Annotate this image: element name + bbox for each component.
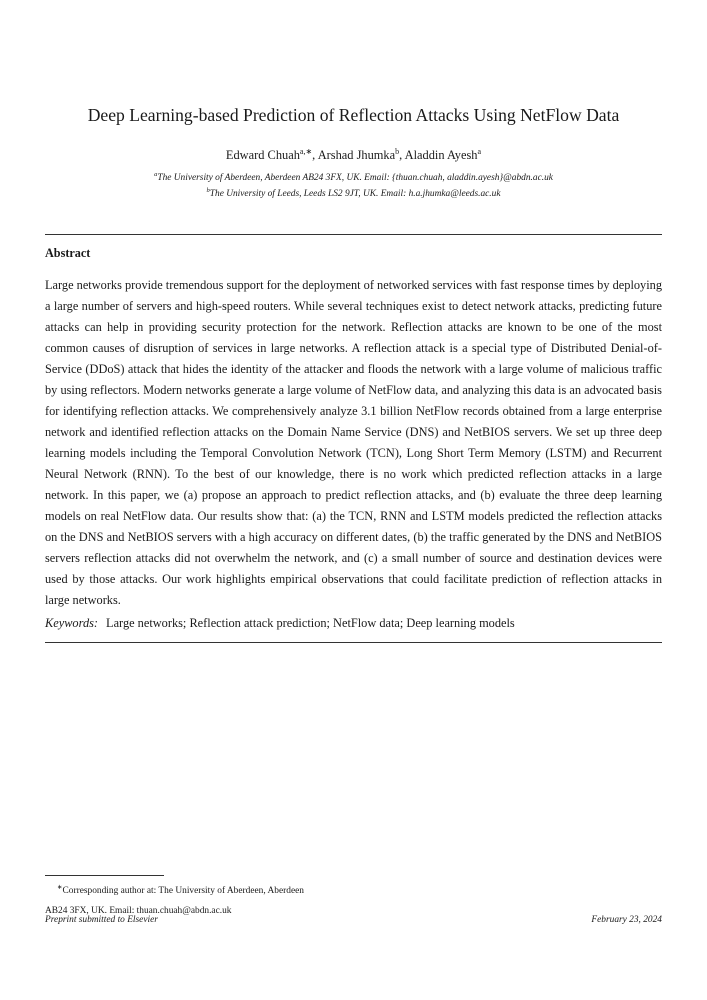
- affiliation-line: [0, 169, 707, 185]
- footnote-mark: ∗: [57, 884, 63, 891]
- author-affiliation-mark: a,∗: [299, 147, 313, 156]
- author-list: [0, 144, 707, 163]
- preprint-note: Preprint submitted to Elsevier: [45, 915, 158, 925]
- author-separator: ,: [312, 148, 318, 163]
- abstract-text: Large networks provide tremendous support for the deployment of networked services with fast response times by deploying a large number of servers and high-speed routers. While several techniques exist to detect network attacks, predicting future attacks can help in providing security protection for the network. Reflection attacks are known to be one of the most common causes of disruption of services in large networks. A reflection attack is a special type of Distributed Denial-of-Service (DDoS) attack that hides the identity of the attacker and floods the network with a large volume of malicious traffic by using reflectors. Modern networks generate a large volume of NetFlow data, and analyzing this data is an advocated basis for identifying reflection attacks. We comprehensively analyze 3.1 billion NetFlow records obtained from a large enterprise network and identified reflection attacks on the Domain Name Service (DNS) and NetBIOS servers. We set up three deep learning models including the Temporal Convolution Network (TCN), Long Short Term Memory (LSTM) and Recurrent Neural Network (RNN). To the best of our knowledge, there is no work which predicted reflection attacks in a large network. In this paper, we (a) propose an approach to predict reflection attacks, and (b) evaluate the three deep learning models on real NetFlow data. Our results show that: (a) the TCN, RNN and LSTM models predicted the reflection attacks on the DNS and NetBIOS servers with a high accuracy on different dates, (b) the traffic generated by the DNS and NetBIOS servers reflection attacks did not overwhelm the network, and (c) a small number of source and destination devices were used by those attacks. Our work highlights empirical observations that could facilitate prediction of reflection attacks in large networks.: [45, 277, 662, 608]
- keywords-text: Large networks; Reflection attack prediction; NetFlow data; Deep learning models: [106, 616, 515, 630]
- affiliation-list: [0, 169, 707, 200]
- preprint-date: February 23, 2024: [591, 915, 662, 925]
- footnote-line: [45, 878, 662, 901]
- abstract-heading: Abstract: [45, 246, 91, 260]
- keywords-line: [45, 615, 662, 631]
- author-affiliation-mark: a: [477, 147, 482, 156]
- affiliation-mark: a: [154, 171, 158, 178]
- footnote-rule: [45, 875, 164, 876]
- paper-title: Deep Learning-based Prediction of Reflection Attacks Using NetFlow Data: [87, 105, 620, 125]
- affiliation-text: The University of Aberdeen, Aberdeen AB24 3FX, UK. Email: {thuan.chuah, aladdin.ayesh}@abdn.ac.uk: [157, 173, 553, 184]
- footnote-line: AB24 3FX, UK. Email: thuan.chuah@abdn.ac.uk: [45, 906, 232, 917]
- author-affiliation-mark: b: [395, 147, 400, 156]
- author-name: Edward Chuah: [225, 148, 300, 163]
- abstract-bottom-rule: [45, 642, 662, 643]
- author-name: Arshad Jhumka: [317, 148, 396, 163]
- author-separator: ,: [399, 148, 405, 163]
- keywords-label: Keywords:: [45, 616, 99, 630]
- affiliation-mark: b: [206, 186, 210, 194]
- affiliation-text: The University of Leeds, Leeds LS2 9JT, UK. Email: h.a.jhumka@leeds.ac.uk: [209, 188, 501, 199]
- affiliation-line: [0, 185, 707, 201]
- author-name: Aladdin Ayesh: [404, 148, 478, 163]
- footnote-text: Corresponding author at: The University of Aberdeen, Aberdeen: [62, 886, 304, 897]
- abstract-top-rule: [45, 234, 662, 235]
